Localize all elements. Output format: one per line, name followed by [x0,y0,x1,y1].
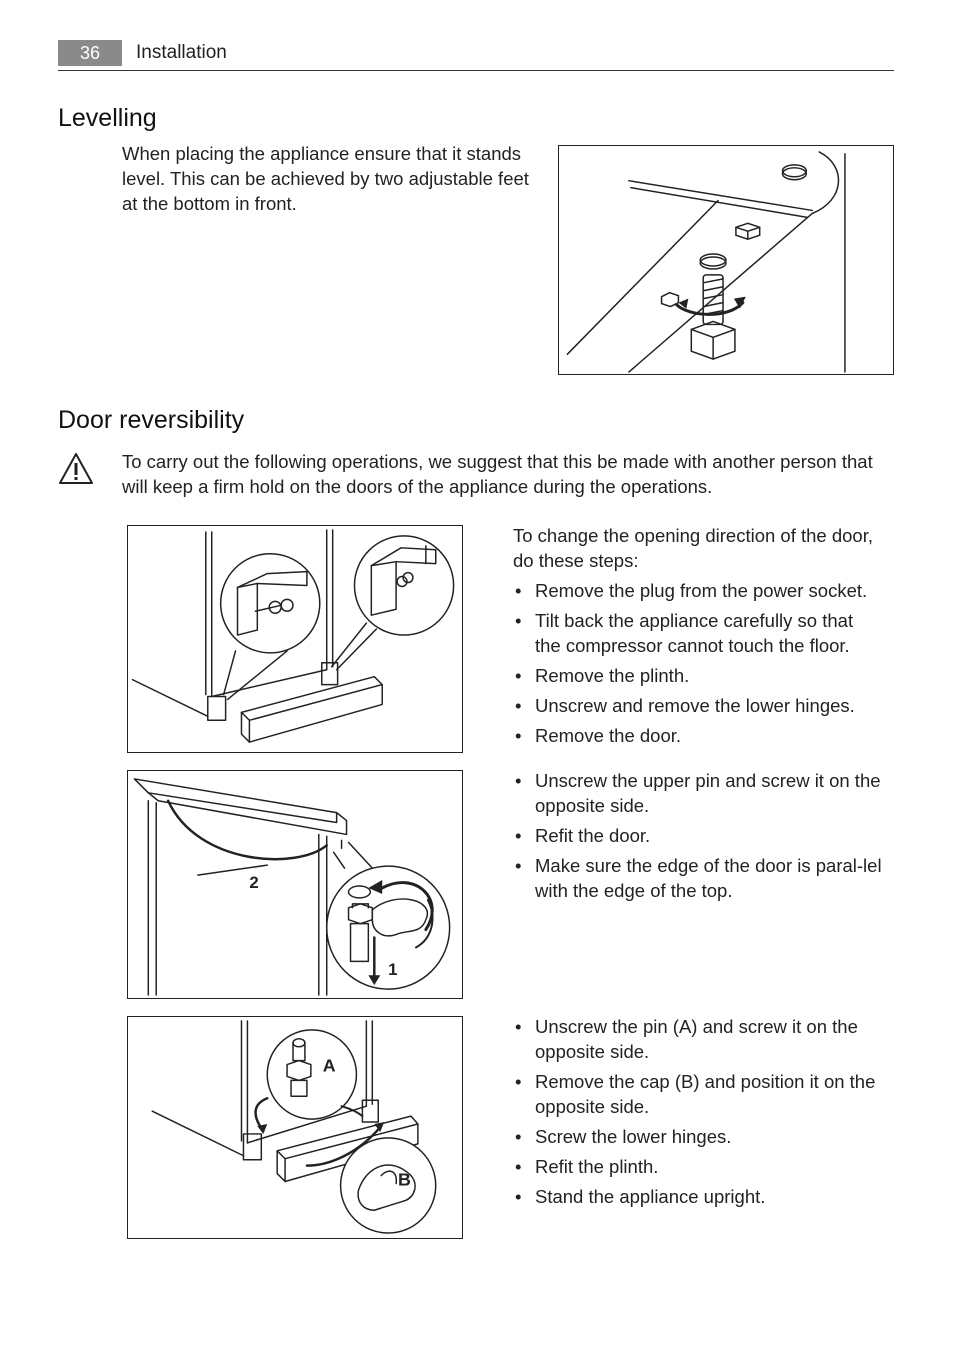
figure2-label-1: 1 [388,960,398,980]
levelling-title: Levelling [58,104,157,132]
door-figure-1 [127,525,463,753]
list-item: • Stand the appliance upright. [513,1184,883,1209]
header-divider [58,70,894,71]
list-item: • Tilt back the appliance carefully so that the compressor cannot touch the floor. [513,608,883,658]
figure3-label-b: B [398,1169,411,1190]
lower-pin-illustration [128,1017,462,1238]
list-item: • Remove the plinth. [513,663,883,688]
door-title: Door reversibility [58,406,245,434]
list-item: • Make sure the edge of the door is paral-lel with the edge of the top. [513,853,883,903]
steps-list-1 [513,578,883,753]
door-intro: To change the opening direction of the door, do these steps: [513,525,873,571]
steps-list-2 [513,768,883,908]
list-item: • Unscrew the pin (A) and screw it on the opposite side. [513,1014,883,1064]
levelling-text: When placing the appliance ensure that it stands level. This can be achieved by two adjustable feet at the bottom in front. [122,143,529,214]
door-figure-3 [127,1016,463,1239]
warning-text: To carry out the following operations, we suggest that this be made with another person that will keep a firm hold on the doors of the appliance during the operations. [122,451,873,497]
levelling-illustration [559,146,893,374]
figure3-label-a: A [322,1055,336,1076]
page-number: 36 [58,40,122,66]
list-item: • Remove the plug from the power socket. [513,578,883,603]
header-section: Installation [136,42,227,63]
list-item: • Refit the door. [513,823,883,848]
steps-list-3 [513,1014,883,1214]
warning-triangle-icon [58,452,94,486]
hinge-removal-illustration [128,526,462,752]
levelling-figure [558,145,894,375]
list-item: • Remove the door. [513,723,883,748]
list-item: • Refit the plinth. [513,1154,883,1179]
list-item: • Unscrew the upper pin and screw it on the opposite side. [513,768,883,818]
figure2-label-2: 2 [249,872,259,892]
door-figure-2 [127,770,463,999]
list-item: • Remove the cap (B) and position it on the opposite side. [513,1069,883,1119]
upper-pin-illustration [128,771,462,998]
list-item: • Screw the lower hinges. [513,1124,883,1149]
list-item: • Unscrew and remove the lower hinges. [513,693,883,718]
